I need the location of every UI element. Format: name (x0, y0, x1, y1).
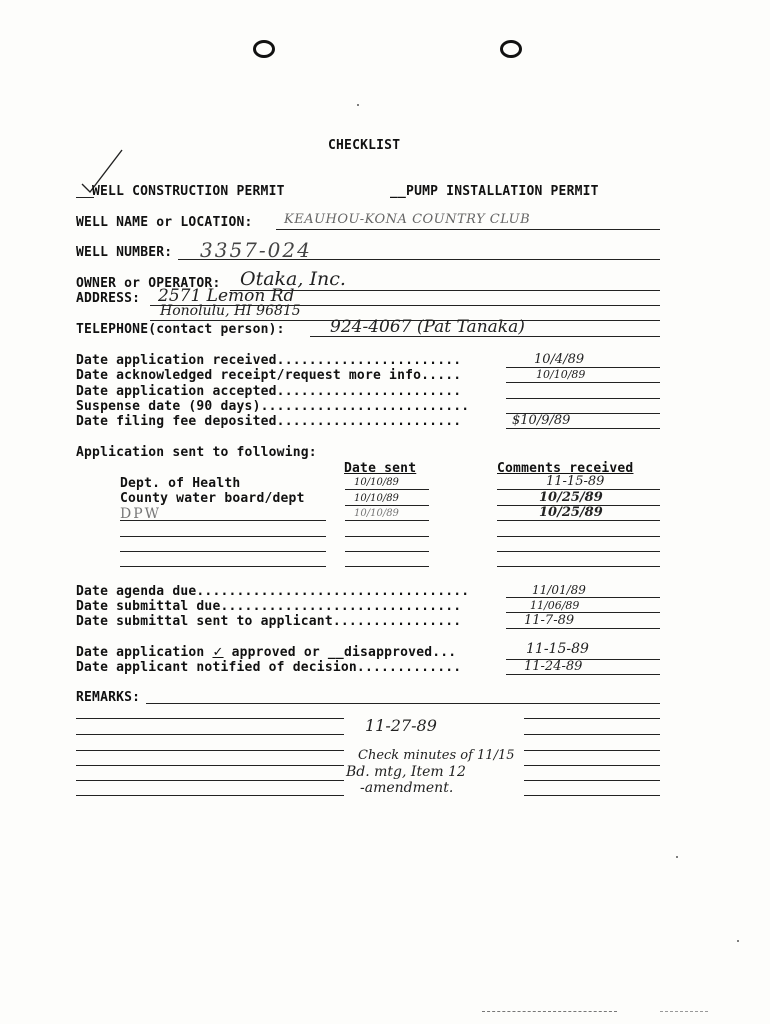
sent-heading: Application sent to following: (76, 445, 317, 460)
date-accepted-line (506, 398, 660, 399)
date-received-value: 10/4/89 (534, 352, 585, 367)
remarks-line (524, 765, 660, 766)
pump-installation-permit: __PUMP INSTALLATION PERMIT (390, 184, 599, 199)
remarks-label: REMARKS: (76, 690, 141, 705)
punch-hole-right (500, 40, 522, 58)
remarks-line (76, 734, 344, 735)
remarks-note-line: Bd. mtg, Item 12 (346, 764, 466, 780)
well-name-line (276, 229, 660, 230)
submittal-due-value: 11/06/89 (530, 599, 580, 612)
remarks-line (76, 718, 344, 719)
remarks-date: 11-27-89 (365, 716, 437, 735)
suspense-date-label: Suspense date (90 days).......................... (76, 399, 470, 414)
well-number-value: 3357-024 (200, 238, 312, 262)
sent-row-date-line (345, 489, 429, 490)
blank-line (345, 536, 429, 537)
owner-value: Otaka, Inc. (240, 268, 346, 290)
filing-fee-label: Date filing fee deposited....................... (76, 414, 462, 429)
blank-line (497, 551, 660, 552)
sent-row-date-line (345, 505, 429, 506)
telephone-label: TELEPHONE(contact person): (76, 322, 285, 337)
remarks-line (524, 780, 660, 781)
remarks-line (524, 718, 660, 719)
filing-fee-value: $10/9/89 (512, 413, 571, 428)
blank-line (120, 536, 326, 537)
remarks-line (524, 750, 660, 751)
scan-artifact-line (660, 1011, 708, 1012)
sent-row-comment-line (497, 520, 660, 521)
approved-label (76, 645, 456, 660)
submittal-due-label: Date submittal due.............................. (76, 599, 462, 614)
remarks-line (76, 750, 344, 751)
sent-row-name: County water board/dept (120, 491, 305, 506)
sent-row-comment: 11-15-89 (546, 474, 605, 489)
blank-line (345, 566, 429, 567)
sent-row-date-line (345, 520, 429, 521)
notified-value: 11-24-89 (524, 659, 583, 674)
blank-line (120, 566, 326, 567)
notified-label: Date applicant notified of decision............. (76, 660, 462, 675)
well-name-value: KEAUHOU-KONA COUNTRY CLUB (284, 212, 531, 227)
owner-label: OWNER or OPERATOR: (76, 276, 221, 291)
speck (737, 940, 739, 942)
approved-check-icon: ✓ (212, 645, 224, 660)
notified-line (506, 674, 660, 675)
filing-fee-line (506, 428, 660, 429)
sent-row-name: Dept. of Health (120, 476, 241, 491)
blank-line (497, 536, 660, 537)
date-sent-header: Date sent (344, 461, 417, 476)
approved-value: 11-15-89 (526, 641, 589, 657)
date-acknowledged-label: Date acknowledged receipt/request more info..... (76, 368, 462, 383)
agenda-due-value: 11/01/89 (532, 583, 586, 597)
submittal-sent-label: Date submittal sent to applicant................ (76, 614, 462, 629)
submittal-sent-line (506, 628, 660, 629)
date-acknowledged-value: 10/10/89 (536, 368, 586, 381)
agenda-due-line (506, 597, 660, 598)
date-acknowledged-line (506, 382, 660, 383)
address-value-1: 2571 Lemon Rd (158, 286, 295, 306)
sent-row-name: DPW (120, 506, 162, 522)
remarks-line (146, 703, 660, 704)
remarks-note-line: Check minutes of 11/15 (358, 748, 515, 763)
address-label: ADDRESS: (76, 291, 141, 306)
punch-hole-left (253, 40, 275, 58)
speck (357, 104, 359, 106)
speck (676, 856, 678, 858)
blank-line (497, 566, 660, 567)
scan-artifact-line (482, 1011, 617, 1012)
well-construction-permit: WELL CONSTRUCTION PERMIT (92, 184, 285, 199)
sent-row-comment: 10/25/89 (539, 505, 603, 520)
sent-row-date: 10/10/89 (354, 477, 399, 488)
remarks-line (76, 765, 344, 766)
remarks-line (76, 795, 344, 796)
remarks-line (524, 795, 660, 796)
well-name-label: WELL NAME or LOCATION: (76, 215, 253, 230)
comments-received-header: Comments received (497, 461, 634, 476)
telephone-value: 924-4067 (Pat Tanaka) (330, 317, 525, 337)
date-accepted-label: Date application accepted....................... (76, 384, 462, 399)
blank-line (345, 551, 429, 552)
sent-row-comment: 10/25/89 (539, 490, 603, 505)
address-value-2: Honolulu, HI 96815 (160, 303, 301, 319)
approved-label-part: Date application (76, 645, 213, 660)
well-number-label: WELL NUMBER: (76, 245, 173, 260)
sent-row-date: 10/10/89 (354, 493, 399, 504)
sent-row-name-line (120, 520, 326, 521)
date-received-label: Date application received....................... (76, 353, 462, 368)
sent-row-date: 10/10/89 (354, 508, 399, 519)
remarks-note-line: -amendment. (360, 780, 454, 796)
approved-label-part: approved or __disapproved... (223, 645, 457, 660)
agenda-due-label: Date agenda due.................................. (76, 584, 470, 599)
remarks-line (524, 734, 660, 735)
blank-line (120, 551, 326, 552)
owner-line (230, 290, 660, 291)
submittal-sent-value: 11-7-89 (524, 613, 575, 628)
page-title: CHECKLIST (328, 138, 401, 153)
remarks-line (76, 780, 344, 781)
